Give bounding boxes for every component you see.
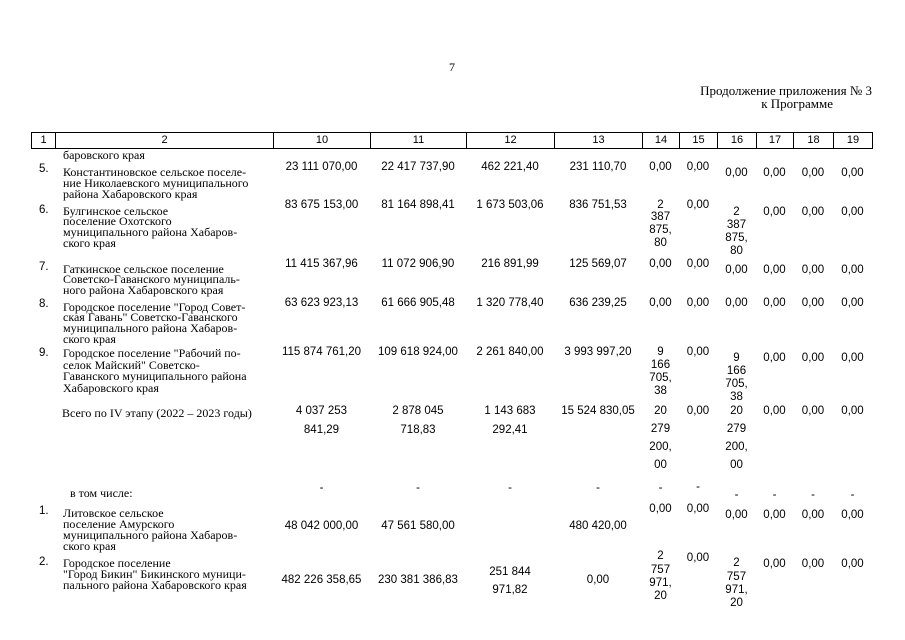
row-7-name-line: ного района Хабаровского края (63, 283, 224, 298)
total-row-name-line: Всего по IV этапу (2022 – 2023 годы) (62, 406, 252, 420)
total-row-col-19-line: 0,00 (841, 405, 864, 417)
row-5-col-13 (554, 161, 642, 173)
sub-row-2-col-16-line: 757 (726, 570, 747, 583)
total-row-col-16 (717, 402, 756, 474)
row-8-col-11 (370, 297, 466, 309)
header-col-15: 15 (679, 132, 718, 149)
row-8-col-18-line: 0,00 (801, 297, 825, 309)
sub-row-2-number: 2. (39, 556, 49, 568)
sub-row-1-col-16-line: 0,00 (725, 509, 748, 521)
row-8-name-line: ского края (63, 331, 116, 346)
row-5-col-18-line: 0,00 (801, 167, 825, 179)
sub-row-2-col-16-line: 971, (725, 583, 748, 596)
row-7-col-16-line: 0,00 (725, 264, 748, 276)
row-9-col-14-line: 38 (654, 384, 667, 397)
total-row-col-14-line: 20 (654, 405, 667, 417)
row-6-col-14-line: 2 (657, 198, 664, 211)
total-row-col-10-line: 841,29 (303, 423, 340, 436)
row-7-col-14 (642, 258, 679, 270)
sub-row-1-col-16 (717, 509, 756, 521)
row-7-col-19-line: 0,00 (841, 264, 864, 276)
row-9-col-10 (273, 346, 370, 358)
sub-row-1-name-line: поселение Амурского (63, 516, 175, 531)
row-7-col-13 (554, 258, 642, 270)
row-6-name-line: Булгинское сельское (63, 203, 169, 218)
sub-row-1-col-18-line: 0,00 (801, 509, 825, 521)
total-row-col-14-line: 279 (650, 423, 671, 435)
row-7-col-17 (756, 264, 793, 276)
row-8-col-12-line: 1 320 778,40 (476, 297, 544, 309)
sub-row-2-col-19-line: 0,00 (841, 558, 864, 570)
row-9-col-17 (756, 352, 793, 364)
total-row-col-17 (756, 405, 793, 417)
header-col-14: 14 (642, 132, 680, 149)
row-8-col-13-line: 636 239,25 (569, 297, 627, 309)
including-row-col-12 (466, 482, 554, 494)
including-row-col-16-line: - (734, 489, 739, 501)
sub-row-1-col-14 (642, 503, 679, 515)
row-6-col-15 (679, 199, 717, 211)
row-6-col-18 (793, 206, 833, 218)
row-6-col-15-line: 0,00 (686, 199, 710, 211)
sub-row-2-col-11-line: 230 381 386,83 (378, 574, 458, 586)
header-col-17: 17 (756, 132, 794, 149)
row-5-col-10-line: 23 111 070,00 (285, 161, 358, 173)
including-row-col-19 (833, 489, 872, 501)
row-6-col-10 (273, 199, 370, 211)
row-5-col-17 (756, 167, 793, 179)
including-row-col-13 (554, 482, 642, 494)
row-9-col-15 (679, 346, 717, 358)
sub-row-2-col-16 (717, 557, 756, 610)
row-8-col-17-line: 0,00 (763, 297, 786, 309)
appendix-note-line2: к Программе (761, 96, 833, 111)
row-5-col-14-line: 0,00 (649, 161, 672, 173)
row-6-col-14 (642, 199, 679, 250)
sub-row-1-col-17-line: 0,00 (763, 509, 786, 521)
row-9-col-13 (554, 346, 642, 358)
row-6-col-13 (554, 199, 642, 211)
total-row-col-16-line: 200, (725, 441, 748, 453)
header-col-19: 19 (833, 132, 873, 149)
total-row-col-11-line: 718,83 (400, 423, 436, 436)
row-6-col-17 (756, 206, 793, 218)
row-9-col-19 (833, 352, 872, 364)
sub-row-1-col-10-line: 48 042 000,00 (284, 520, 359, 532)
row-7-number: 7. (39, 261, 49, 273)
sub-row-1-col-11 (370, 520, 466, 532)
row-9-col-13-line: 3 993 997,20 (564, 346, 632, 358)
including-row-col-17-line: - (772, 489, 777, 501)
total-row-col-16-line: 279 (726, 423, 747, 435)
including-row-col-13-line: - (596, 482, 600, 494)
row-9-col-14-line: 705, (649, 371, 672, 384)
sub-row-2-col-13-line: 0,00 (586, 574, 610, 586)
row-6-name (63, 203, 238, 250)
row-8-col-13 (554, 297, 642, 309)
row-9-col-14-line: 9 (657, 345, 664, 358)
total-row-col-15-line: 0,00 (686, 405, 710, 417)
sub-row-2-col-12 (466, 563, 554, 599)
row-7-col-17-line: 0,00 (763, 264, 786, 276)
row-9-col-16-line: 705, (725, 377, 748, 390)
sub-row-2-name (63, 555, 247, 592)
row-9-col-12-line: 2 261 840,00 (476, 346, 544, 358)
row-7-col-18-line: 0,00 (801, 264, 825, 276)
sub-row-1-col-19 (833, 509, 872, 521)
row-6-col-10-line: 83 675 153,00 (284, 199, 359, 211)
header-col-16: 16 (717, 132, 757, 149)
header-col-2: 2 (55, 132, 274, 149)
row-7-col-19 (833, 264, 872, 276)
row-5-col-12 (466, 161, 554, 173)
row-8-col-12 (466, 297, 554, 309)
row-9-col-15-line: 0,00 (686, 346, 710, 358)
including-row-col-10 (273, 482, 370, 494)
including-row-col-14-line: - (658, 482, 663, 494)
total-row-col-13-line: 15 524 830,05 (561, 405, 635, 417)
total-row-name (62, 407, 252, 419)
sub-row-2-col-14-line: 757 (650, 563, 671, 576)
row-5-name (63, 164, 249, 201)
sub-row-2-col-14-line: 20 (654, 590, 667, 603)
appendix-note-line1: Продолжение приложения № 3 (700, 83, 872, 98)
sub-row-1-col-11-line: 47 561 580,00 (381, 520, 455, 532)
total-row-col-12 (466, 402, 554, 440)
header-col-12: 12 (466, 132, 555, 149)
row-6-col-16-line: 875, (725, 231, 748, 244)
row-5-name-line: ние Николаевского муниципального (63, 175, 249, 190)
row-8-name-line: ская Гавань" Советско-Гаванского (63, 310, 238, 325)
row-8-col-16-line: 0,00 (725, 297, 748, 309)
row-9-number: 9. (39, 347, 49, 359)
row-8-col-10 (273, 297, 370, 309)
row-7-col-12 (466, 258, 554, 270)
row-7-col-15 (679, 258, 717, 270)
sub-row-1-name (63, 505, 238, 553)
including-row-name (70, 487, 133, 499)
including-row-col-11-line: - (416, 482, 420, 494)
row-6-col-14-line: 80 (654, 236, 667, 249)
row-9-name-line: Городское поселение "Рабочий по- (63, 346, 241, 361)
row-5-col-13-line: 231 110,70 (569, 161, 627, 173)
sub-row-2-col-10 (273, 574, 370, 586)
total-row-col-17-line: 0,00 (763, 405, 786, 417)
sub-row-1-col-18 (793, 509, 833, 521)
sub-row-1-col-10 (273, 520, 370, 532)
total-row-col-12-line: 292,41 (492, 423, 528, 436)
sub-row-2-col-17 (756, 558, 793, 570)
row-9-name (63, 348, 247, 394)
row-6-col-16-line: 80 (730, 244, 743, 257)
sub-row-2-col-16-line: 2 (733, 557, 740, 570)
row-9-col-19-line: 0,00 (841, 352, 864, 364)
row-6-col-19-line: 0,00 (841, 206, 864, 218)
including-row-col-19-line: - (850, 489, 855, 501)
sub-row-2-col-17-line: 0,00 (763, 558, 786, 570)
sub-row-2-col-15 (679, 552, 717, 564)
total-row-col-16-line: 00 (730, 459, 743, 471)
sub-row-2-name-line: пального района Хабаровского края (63, 577, 247, 592)
row-8-name-line: Городское поселение "Город Совет- (63, 299, 246, 314)
row-8-name-line: муниципального района Хабаров- (63, 321, 238, 336)
sub-row-1-col-13 (554, 520, 642, 532)
sub-row-2-col-12-line: 971,82 (492, 584, 528, 596)
including-row-col-11 (370, 482, 466, 494)
row-9-col-18 (793, 352, 833, 364)
including-row-col-18-line: - (811, 489, 815, 501)
row-8-name (63, 299, 246, 346)
row-9-name-line: селок Майский" Советско- (63, 357, 200, 372)
total-row-col-13 (554, 405, 642, 417)
row-8-col-15-line: 0,00 (686, 297, 710, 309)
sub-row-1-number: 1. (39, 505, 49, 517)
row-9-col-14 (642, 346, 679, 398)
row-8-col-14-line: 0,00 (649, 297, 672, 309)
row-7-name-line: Советско-Гаванского муниципаль- (63, 272, 240, 287)
total-row-col-19 (833, 405, 872, 417)
row-7-col-13-line: 125 569,07 (569, 258, 627, 270)
row-7-col-11-line: 11 072 906,90 (381, 258, 455, 270)
sub-row-2-col-19 (833, 558, 872, 570)
row-5-col-11 (370, 161, 466, 173)
header-col-11: 11 (370, 132, 467, 149)
sub-row-1-name-line: муниципального района Хабаров- (63, 527, 238, 542)
including-row-col-14 (642, 482, 679, 494)
row-6-col-18-line: 0,00 (801, 206, 825, 218)
row-6-col-11-line: 81 164 898,41 (381, 199, 455, 211)
row-9-col-10-line: 115 874 761,20 (281, 346, 362, 358)
row-6-col-11 (370, 199, 466, 211)
sub-row-2-col-15-line: 0,00 (686, 552, 710, 564)
sub-row-2-col-14-line: 2 (657, 550, 664, 563)
row-6-name-line: ского края (63, 235, 116, 250)
row-7-col-15-line: 0,00 (686, 258, 710, 270)
row-5-col-15-line: 0,00 (686, 161, 710, 173)
header-col-1: 1 (31, 132, 56, 149)
total-row-col-11 (370, 402, 466, 440)
row-5-col-17-line: 0,00 (763, 167, 786, 179)
total-row-col-12-line: 1 143 683 (484, 404, 536, 417)
total-row-col-18-line: 0,00 (801, 405, 825, 417)
row-7-col-10-line: 11 415 367,96 (285, 258, 358, 270)
row-9-col-16-line: 166 (726, 364, 747, 377)
row-6-name-line: поселение Охотского (63, 214, 172, 229)
row-8-col-14 (642, 297, 679, 309)
row-5-col-10 (273, 161, 370, 173)
row-7-col-18 (793, 264, 833, 276)
total-row-col-16-line: 20 (730, 405, 743, 417)
row-9-col-17-line: 0,00 (763, 352, 786, 364)
total-row-col-10 (273, 402, 370, 440)
row-5-col-11-line: 22 417 737,90 (381, 161, 455, 173)
row-5-col-16-line: 0,00 (725, 167, 748, 179)
row-5-col-15 (679, 161, 717, 173)
including-row-col-12-line: - (508, 482, 512, 494)
sub-row-1-col-14-line: 0,00 (649, 503, 672, 515)
row-5-col-18 (793, 167, 833, 179)
row-8-col-19 (833, 297, 872, 309)
sub-row-1-col-17 (756, 509, 793, 521)
header-col-18: 18 (793, 132, 834, 149)
row-5-name-line: района Хабаровского края (63, 186, 198, 201)
total-row-col-14-line: 00 (654, 459, 667, 471)
page-number: 7 (449, 60, 455, 74)
row-9-col-12 (466, 346, 554, 358)
row-8-col-19-line: 0,00 (841, 297, 864, 309)
row-7-col-11 (370, 258, 466, 270)
sub-row-1-name-line: ского края (63, 538, 116, 553)
including-row-name-line: в том числе: (70, 486, 133, 500)
row-6-col-13-line: 836 751,53 (569, 199, 627, 211)
sub-row-1-col-13-line: 480 420,00 (569, 520, 627, 532)
row-6-name-line: муниципального района Хабаров- (63, 225, 238, 240)
row-8-col-15 (679, 297, 717, 309)
row-9-col-16 (717, 352, 756, 404)
sub-row-2-name-line: Городское поселение (63, 555, 171, 570)
row-9-col-11-line: 109 618 924,00 (378, 346, 458, 358)
row-6-col-16 (717, 206, 756, 258)
sub-row-2-col-12-line: 251 844 (489, 566, 531, 578)
header-col-13: 13 (554, 132, 643, 149)
sub-row-2-col-14 (642, 550, 679, 603)
header-col-10: 10 (273, 132, 371, 149)
row-9-col-16-line: 9 (733, 351, 740, 364)
row-6-col-14-line: 875, (649, 224, 672, 237)
sub-row-1-col-15-line: 0,00 (686, 503, 710, 515)
row-6-col-19 (833, 206, 872, 218)
sub-row-2-name-line: "Город Бикин" Бикинского муници- (63, 566, 246, 581)
row-9-col-14-line: 166 (650, 358, 671, 371)
including-row-col-10-line: - (319, 482, 324, 494)
row-8-col-11-line: 61 666 905,48 (381, 297, 455, 309)
row-8-col-17 (756, 297, 793, 309)
row-6-col-12-line: 1 673 503,06 (476, 199, 544, 211)
including-row-col-17 (756, 489, 793, 501)
row-8-number: 8. (39, 298, 49, 310)
row-9-col-11 (370, 346, 466, 358)
row-5-number: 5. (39, 163, 49, 175)
row-5-col-14 (642, 161, 679, 173)
sub-row-1-col-19-line: 0,00 (841, 509, 864, 521)
row-5-col-16 (717, 167, 756, 179)
row-8-col-16 (717, 297, 756, 309)
row-8-col-10-line: 63 623 923,13 (284, 297, 359, 309)
row-6-number: 6. (39, 204, 49, 216)
row-5-col-12-line: 462 221,40 (481, 161, 539, 173)
sub-row-2-col-18 (793, 558, 833, 570)
sub-row-2-col-14-line: 971, (649, 576, 672, 589)
row-7-name (63, 261, 240, 298)
row-5-col-19 (833, 167, 872, 179)
row-6-col-14-line: 387 (650, 211, 671, 224)
row-9-name-line: Гаванского муниципального района (63, 369, 247, 384)
row-6-col-16-line: 387 (726, 218, 747, 231)
row-8-col-18 (793, 297, 833, 309)
total-row-col-15 (679, 405, 717, 417)
row-5-col-19-line: 0,00 (841, 167, 864, 179)
sub-row-2-col-11 (370, 574, 466, 586)
row-7-name-line: Гаткинское сельское поселение (63, 261, 224, 276)
sub-row-2-col-10-line: 482 226 358,65 (281, 574, 362, 586)
including-row-col-18 (793, 489, 833, 501)
total-row-col-11-line: 2 878 045 (392, 404, 444, 417)
row-6-col-16-line: 2 (733, 205, 740, 218)
including-row-col-16 (717, 489, 756, 501)
total-row-col-14 (642, 402, 679, 474)
including-row-col-15 (679, 481, 717, 493)
row-6-col-12 (466, 199, 554, 211)
total-row-col-18 (793, 405, 833, 417)
row-9-col-18-line: 0,00 (801, 352, 825, 364)
total-row-col-14-line: 200, (649, 441, 672, 453)
row-7-col-10 (273, 258, 370, 270)
row-7-col-12-line: 216 891,99 (481, 258, 539, 270)
including-row-col-15-line: - (696, 481, 700, 493)
sub-row-2-col-13 (554, 574, 642, 586)
sub-row-1-col-15 (679, 503, 717, 515)
row-6-col-17-line: 0,00 (763, 206, 786, 218)
sub-row-2-col-18-line: 0,00 (801, 558, 825, 570)
row-9-col-16-line: 38 (730, 390, 743, 403)
continuation-text: баровского края (63, 148, 145, 162)
total-row-col-10-line: 4 037 253 (295, 404, 348, 417)
row-7-col-14-line: 0,00 (649, 258, 672, 270)
row-5-name-line: Константиновское сельское поселе- (63, 164, 247, 179)
sub-row-1-name-line: Литовское сельское (63, 505, 164, 520)
row-7-col-16 (717, 264, 756, 276)
row-9-name-line: Хабаровского края (63, 380, 159, 395)
sub-row-2-col-16-line: 20 (730, 597, 743, 610)
